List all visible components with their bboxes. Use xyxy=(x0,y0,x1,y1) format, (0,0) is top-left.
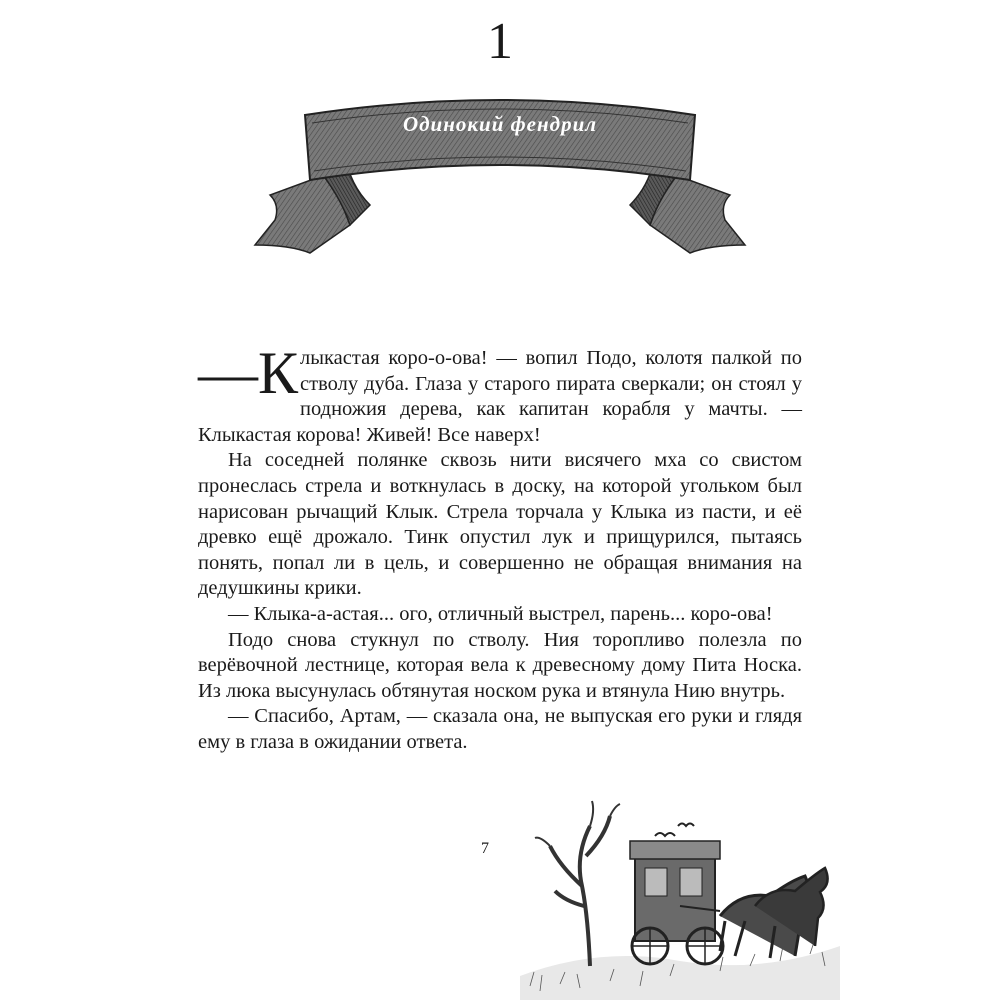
paragraph: — Спасибо, Артам, — сказала она, не выпуская его руки и глядя ему в глаза в ожидании ответа. xyxy=(198,705,802,753)
page-number: 7 xyxy=(481,840,489,857)
chapter-number: 1 xyxy=(487,13,513,70)
chapter-title: Одинокий фендрил xyxy=(402,112,598,136)
drop-cap: —К xyxy=(198,340,299,406)
paragraph: — Клыка-а-астая... ого, отличный выстрел, парень... коро-ова! xyxy=(228,602,773,625)
paragraph: Подо снова стукнул по стволу. Ния торопливо полезла по верёвочной лестнице, которая вела к древесному дому Пита Носка. Из люка высунулась обтянутая носком рука и втянула Нию внутрь. xyxy=(198,628,802,702)
body-text xyxy=(198,340,802,756)
paragraph: На соседней полянке сквозь нити висячего мха со свистом пронеслась стрела и воткнулась в доску, на которой угольком был нарисован рычащий Клык. Стрела торчала у Клыка из пасти, и её древко ещё дрожало. Тинк опустил лук и прищурился, пытаясь понять, попал ли в цель, и совершенно не обращая внимания на дедушкины крики. xyxy=(198,449,802,600)
paragraph: —К лыкастая коро-о-ова! — вопил Подо, колотя палкой по стволу дуба. Глаза у старого пирата сверкали; он стоял у подножия дерева, как капитан корабля у мачты. — Клыкастая корова! Живей! Все наверх! xyxy=(198,340,802,446)
carriage-illustration-icon xyxy=(520,796,840,1000)
